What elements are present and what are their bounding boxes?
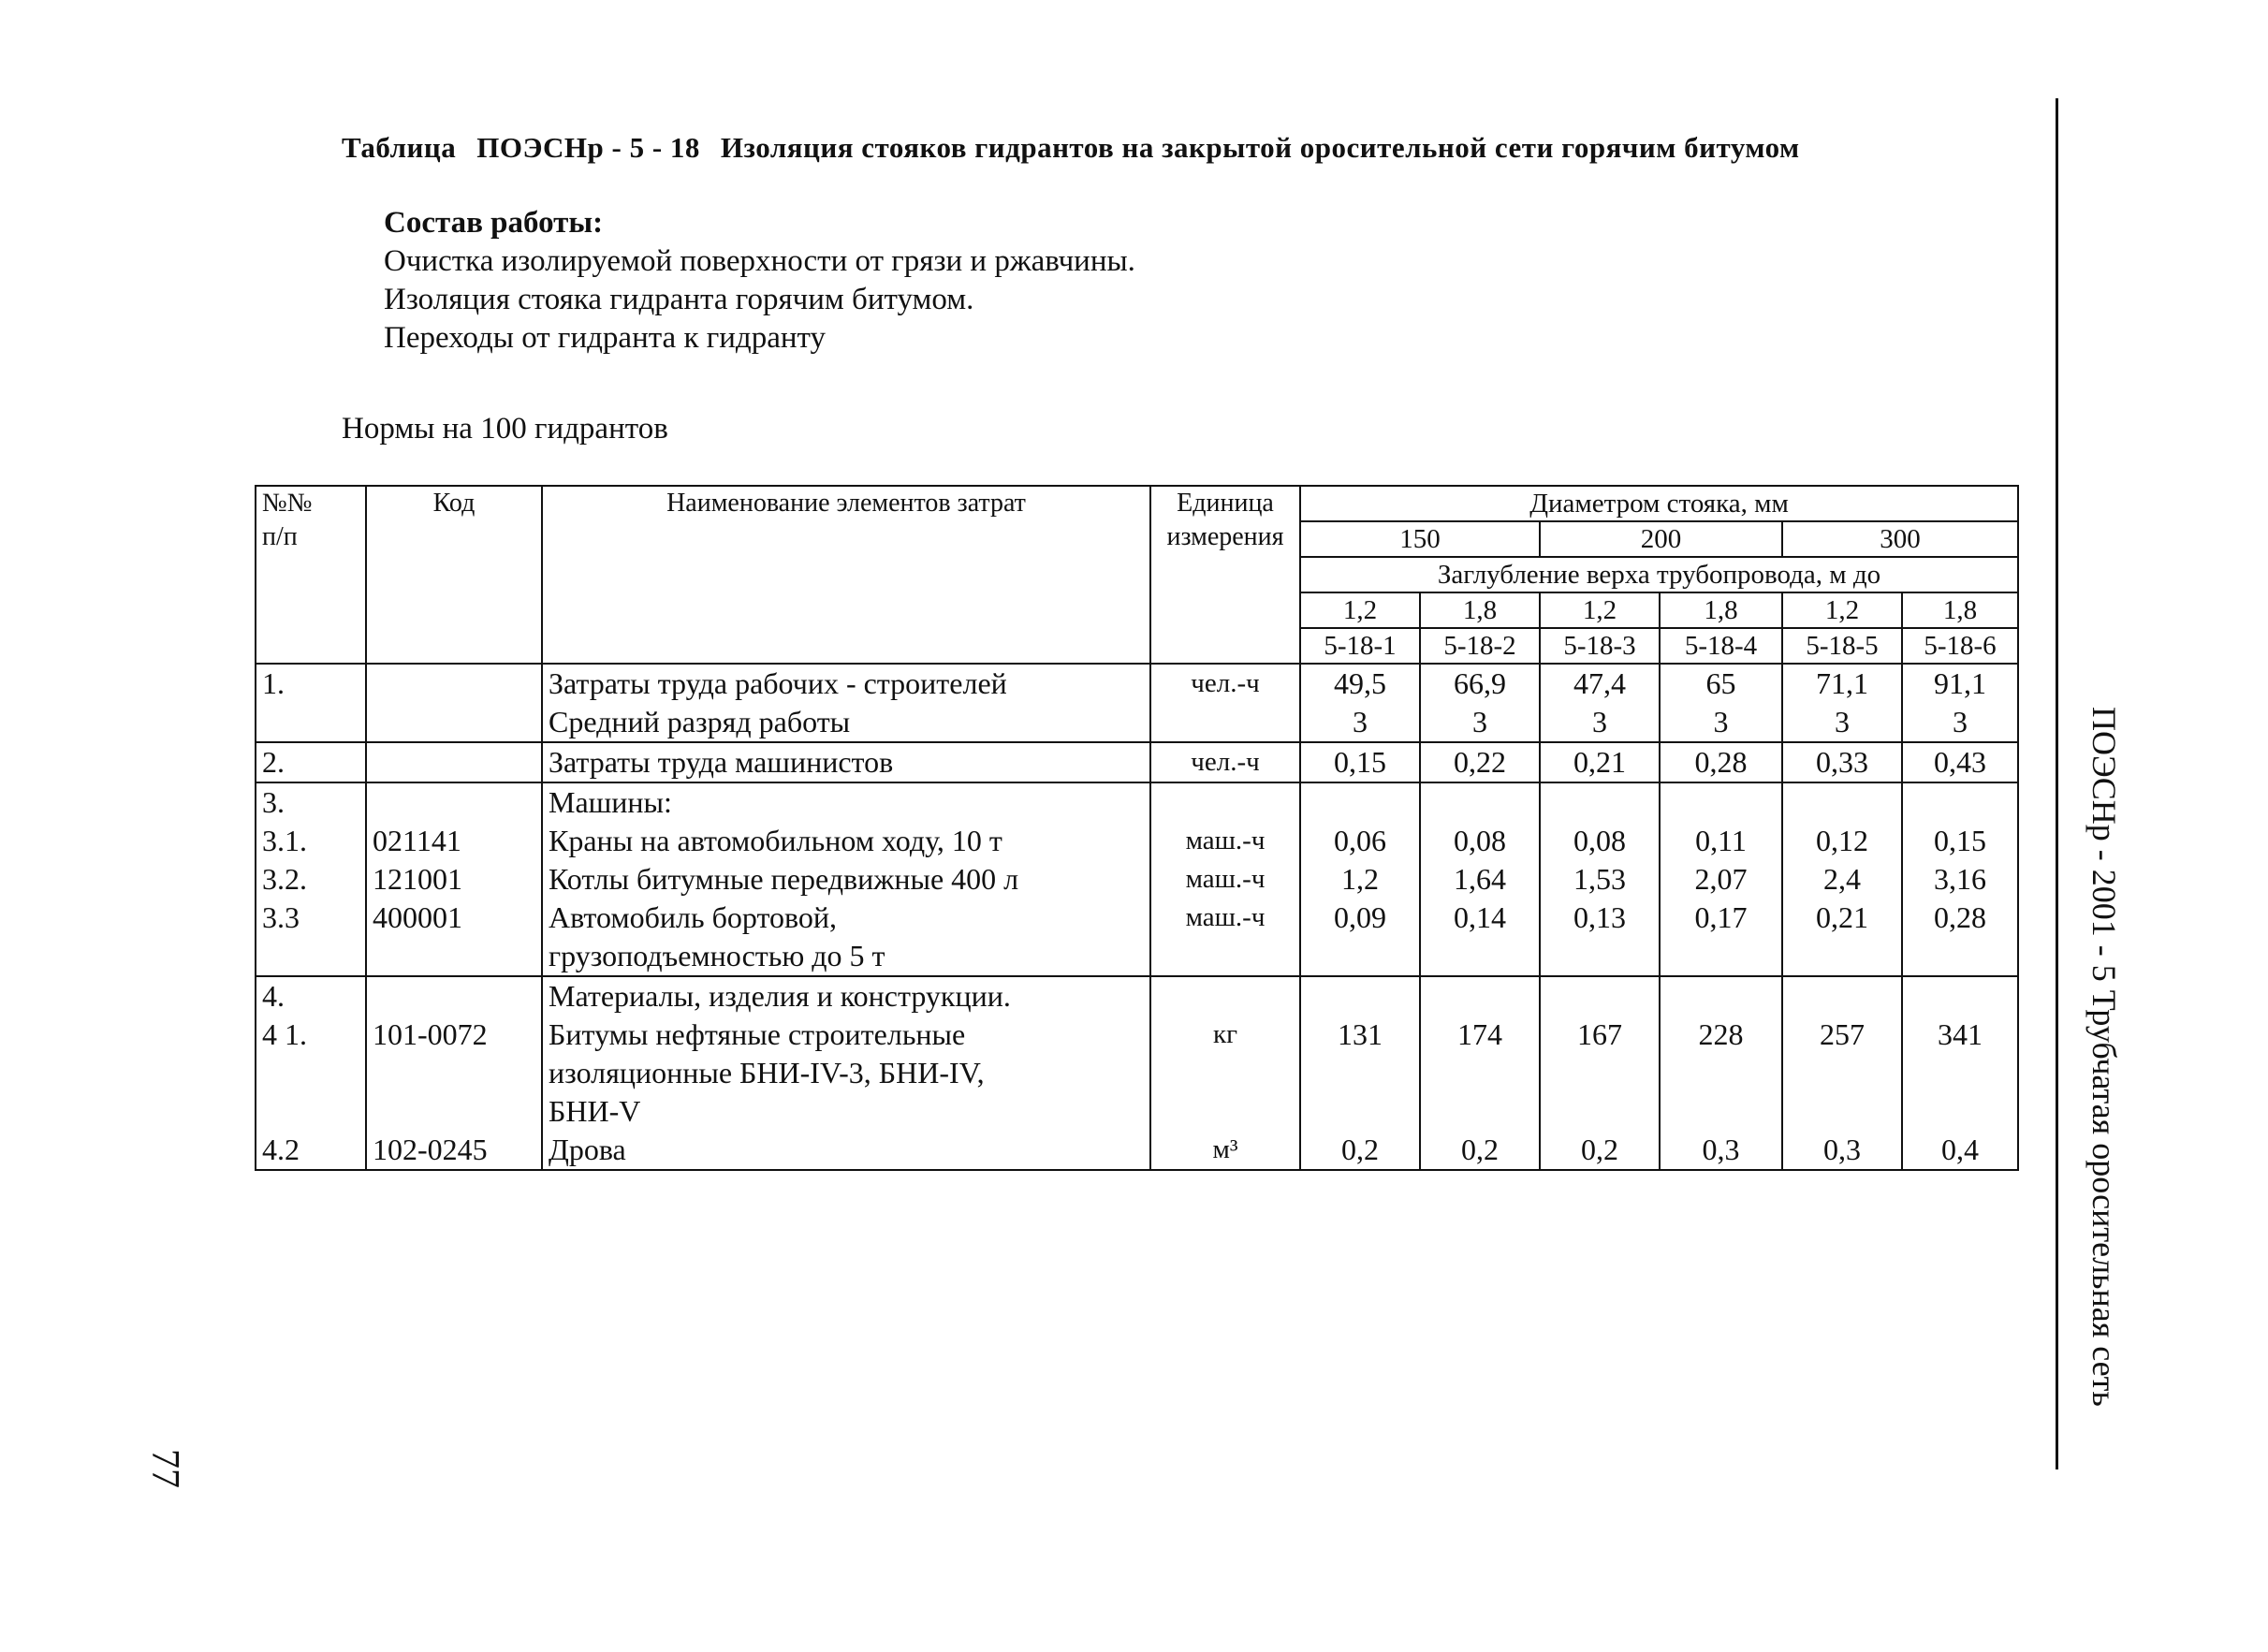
margin-rule [2056,98,2058,1469]
row-value-line: 0,08 [1454,824,1506,857]
row-value [1660,976,1782,1170]
row-value-line [1307,937,1413,975]
row-value-line: 3 [1835,705,1850,738]
row-value-line: 91,1 [1934,666,1987,700]
row-value-line: 3 [1472,705,1487,738]
row-name-line: изоляционные БНИ-IV-3, БНИ-IV, [549,1056,985,1089]
row-value-line: 0,28 [1934,900,1987,934]
row-num-line: 4.2 [262,1133,300,1166]
norms-label: Нормы на 100 гидрантов [342,412,668,446]
row-value [1540,782,1660,976]
row-unit [1150,782,1300,976]
col-header-unit [1150,486,1300,664]
row-value-line [1546,937,1653,975]
row-code [366,782,542,976]
row-unit-line [1157,937,1294,975]
row-unit-line: м³ [1212,1134,1238,1164]
row-name-line: Котлы битумные передвижные 400 л [549,862,1019,896]
row-value [1540,976,1660,1170]
norms-table [255,485,2019,1171]
row-code-line [373,1054,535,1092]
table-row [256,782,2018,976]
header-depth-value: 1,2 [1300,592,1420,628]
row-value [1902,664,2018,742]
row-value-line: 3,16 [1934,862,1987,896]
row-value-line: 131 [1338,1017,1383,1051]
row-value-line [1546,1092,1653,1131]
row-value [1660,742,1782,782]
row-value-line: 0,14 [1454,900,1506,934]
row-value-line: 167 [1577,1017,1622,1051]
row-value [1660,664,1782,742]
row-value [1300,742,1420,782]
header-diameter-value: 150 [1300,521,1540,557]
row-name [542,782,1150,976]
row-value-line: 0,17 [1694,900,1748,934]
header-depth-value: 1,8 [1660,592,1782,628]
row-value-line: 1,2 [1341,862,1379,896]
row-value-line [1307,783,1413,822]
row-value-line [1909,1092,2012,1131]
row-unit-line [1157,977,1294,1016]
row-num-line [262,937,359,975]
table-body [256,664,2018,1170]
header-row [256,486,2018,521]
side-caption-text: ПОЭСНр - 2001 - 5 Трубчатая оросительная сеть [2085,707,2123,1407]
row-value-line [1666,783,1776,822]
row-name-line: Затраты труда рабочих - строителей [549,666,1007,700]
row-value-line [1909,783,2012,822]
row-value-line: 0,33 [1816,745,1868,779]
row-value-line: 0,13 [1573,900,1626,934]
row-name-line: Затраты труда машинистов [549,745,894,779]
row-value-line: 3 [1592,705,1607,738]
row-value [1902,782,2018,976]
header-num-line: №№ [262,489,313,518]
row-num [256,782,366,976]
row-unit [1150,742,1300,782]
row-unit-line [1157,703,1294,741]
row-num [256,976,366,1170]
row-num [256,664,366,742]
row-name-line: Краны на автомобильном ходу, 10 т [549,824,1002,857]
row-unit-line: маш.-ч [1185,902,1266,932]
row-num [256,742,366,782]
row-code-line [373,977,535,1016]
row-value-line [1427,937,1533,975]
title-label: Таблица [342,131,457,164]
table-row [256,664,2018,742]
row-value-line [1427,977,1533,1016]
row-value-line [1909,937,2012,975]
row-num-line: 4. [262,979,285,1013]
row-unit-line: маш.-ч [1185,826,1266,855]
row-value-line [1789,977,1895,1016]
row-num-line: 3.2. [262,862,307,896]
row-num-line: 1. [262,666,285,700]
row-code-line [373,937,535,975]
col-header-num [256,486,366,664]
row-value-line: 3 [1353,705,1368,738]
row-value [1782,976,1902,1170]
table-row [256,976,2018,1170]
row-value-line [1546,1054,1653,1092]
row-value-line [1427,1054,1533,1092]
row-value [1420,976,1540,1170]
row-num-line [262,703,359,741]
row-num-line [262,1054,359,1092]
row-name [542,976,1150,1170]
row-value-line: 2,07 [1694,862,1748,896]
row-value-line [1789,783,1895,822]
row-value [1660,782,1782,976]
row-num-line: 3. [262,785,285,819]
row-value [1782,742,1902,782]
row-code-line [373,1092,535,1131]
composition-heading: Состав работы: [384,206,604,240]
row-value-line: 0,3 [1702,1133,1740,1166]
row-num-line: 3.3 [262,900,300,934]
row-name-line: Машины: [549,785,672,819]
row-num-line [262,1092,359,1131]
row-name-line: Битумы нефтяные строительные [549,1017,966,1051]
col-header-name: Наименование элементов затрат [542,486,1150,664]
row-name-line: Автомобиль бортовой, [549,900,838,934]
row-value-line: 0,3 [1823,1133,1861,1166]
composition-step: Очистка изолируемой поверхности от грязи и ржавчины. [384,244,1135,278]
row-name-line: Средний разряд работы [549,705,851,738]
row-value-line: 0,21 [1573,745,1626,779]
row-value-line [1546,783,1653,822]
row-name [542,742,1150,782]
row-code-line [373,783,535,822]
row-value-line: 0,12 [1816,824,1868,857]
row-name-line: Дрова [549,1133,626,1166]
row-code-line: 102-0245 [373,1133,488,1166]
row-value-line: 0,21 [1816,900,1868,934]
header-diameter-value: 200 [1540,521,1782,557]
row-value-line [1666,1092,1776,1131]
row-unit-line [1157,783,1294,822]
row-value-line: 47,4 [1573,666,1626,700]
header-norm-code: 5-18-5 [1782,628,1902,664]
row-num-line: 3.1. [262,824,307,857]
row-unit-line [1157,1054,1294,1092]
row-value [1540,742,1660,782]
header-diameter-value: 300 [1782,521,2018,557]
row-value [1420,782,1540,976]
header-norm-code: 5-18-3 [1540,628,1660,664]
row-value-line: 0,09 [1334,900,1386,934]
row-value-line: 0,28 [1694,745,1748,779]
row-code-line [373,703,535,741]
row-value [1782,664,1902,742]
row-unit [1150,664,1300,742]
row-value-line [1909,1054,2012,1092]
table-row [256,742,2018,782]
row-value [1540,664,1660,742]
row-value-line: 0,43 [1934,745,1987,779]
row-unit-line: кг [1213,1019,1237,1049]
row-value-line [1909,977,2012,1016]
header-norm-code: 5-18-6 [1902,628,2018,664]
row-name [542,664,1150,742]
row-value-line: 2,4 [1823,862,1861,896]
row-unit-line: чел.-ч [1191,747,1260,777]
row-value-line [1789,1092,1895,1131]
row-value-line: 228 [1698,1017,1744,1051]
row-value-line [1666,1054,1776,1092]
row-value-line: 1,53 [1573,862,1626,896]
row-value-line: 341 [1938,1017,1983,1051]
row-value-line: 3 [1713,705,1729,738]
composition-step: Изоляция стояка гидранта горячим битумом. [384,283,974,316]
header-depth-value: 1,8 [1420,592,1540,628]
page-number [145,1446,220,1502]
header-unit-line: измерения [1166,522,1284,551]
row-value [1300,664,1420,742]
header-depth-value: 1,2 [1782,592,1902,628]
row-value-line [1666,977,1776,1016]
row-value-line [1307,1092,1413,1131]
row-unit-line: чел.-ч [1191,668,1260,698]
row-value-line [1666,937,1776,975]
title-text: Изоляция стояков гидрантов на закрытой оросительной сети горячим битумом [720,131,1800,164]
row-value-line: 0,15 [1334,745,1386,779]
header-norm-code: 5-18-4 [1660,628,1782,664]
header-diameter: Диаметром стояка, мм [1300,486,2018,521]
row-value [1782,782,1902,976]
row-value-line: 71,1 [1816,666,1868,700]
header-depth-value: 1,2 [1540,592,1660,628]
table-title [342,131,1989,165]
row-value-line: 65 [1705,666,1736,700]
row-value [1300,782,1420,976]
row-name-line: грузоподъемностью до 5 т [549,939,885,972]
row-value-line: 0,22 [1454,745,1506,779]
row-code-line: 121001 [373,862,462,896]
row-value-line [1546,977,1653,1016]
header-unit-line: Единица [1177,489,1274,518]
row-value-line: 0,2 [1581,1133,1618,1166]
row-value-line [1427,1092,1533,1131]
row-code-line [373,665,535,703]
row-code-line [373,743,535,782]
row-code-line: 400001 [373,900,462,934]
header-num-line: п/п [262,522,298,551]
row-code-line: 101-0072 [373,1017,488,1051]
row-value [1420,664,1540,742]
row-code-line: 021141 [373,824,461,857]
row-value [1420,742,1540,782]
row-code [366,742,542,782]
row-value-line [1789,937,1895,975]
row-value [1300,976,1420,1170]
row-value-line: 0,08 [1573,824,1626,857]
composition-step: Переходы от гидранта к гидранту [384,321,827,355]
row-value-line: 0,4 [1941,1133,1980,1166]
row-name-line: БНИ-V [549,1094,641,1128]
row-unit [1150,976,1300,1170]
page-number-text: 77 [143,1449,186,1488]
row-value-line [1307,1054,1413,1092]
row-value [1902,742,2018,782]
row-unit-line [1157,1092,1294,1131]
row-value-line: 0,11 [1695,824,1747,857]
row-value-line [1789,1054,1895,1092]
col-header-code: Код [366,486,542,664]
row-value-line: 1,64 [1454,862,1506,896]
row-value-line: 66,9 [1454,666,1506,700]
row-value-line: 0,06 [1334,824,1386,857]
row-value-line: 0,15 [1934,824,1987,857]
row-value-line: 257 [1820,1017,1865,1051]
header-depth: Заглубление верха трубопровода, м до [1300,557,2018,592]
row-value [1902,976,2018,1170]
row-value-line: 174 [1457,1017,1502,1051]
work-composition [384,204,1135,358]
header-norm-code: 5-18-2 [1420,628,1540,664]
row-name-line: Материалы, изделия и конструкции. [549,979,1011,1013]
row-value-line [1427,783,1533,822]
row-unit-line: маш.-ч [1185,864,1266,894]
row-code [366,664,542,742]
row-code [366,976,542,1170]
row-value-line: 0,2 [1341,1133,1379,1166]
row-num-line: 2. [262,745,285,779]
header-norm-code: 5-18-1 [1300,628,1420,664]
row-value-line [1307,977,1413,1016]
row-value-line: 49,5 [1334,666,1386,700]
title-code: ПОЭСНр - 5 - 18 [476,131,700,164]
row-num-line: 4 1. [262,1017,307,1051]
header-depth-value: 1,8 [1902,592,2018,628]
row-value-line: 0,2 [1461,1133,1499,1166]
row-value-line: 3 [1953,705,1968,738]
